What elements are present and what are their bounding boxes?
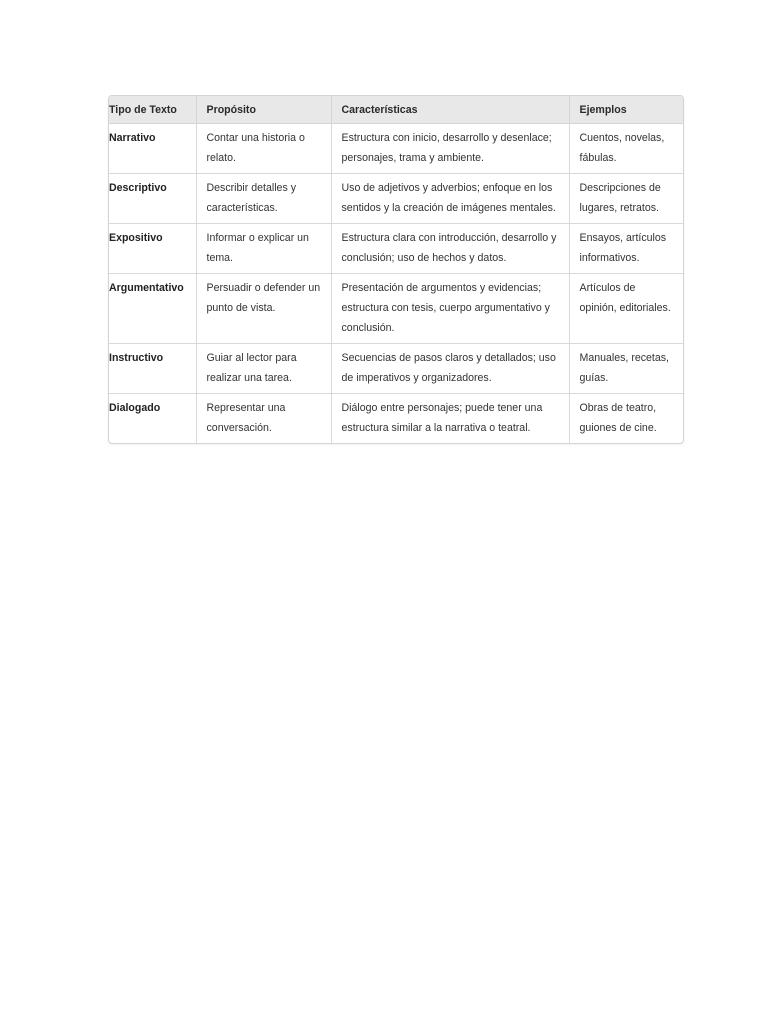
cell-caracteristicas: Estructura con inicio, desarrollo y desenlace; personajes, trama y ambiente. bbox=[331, 123, 569, 173]
cell-ejemplos: Manuales, recetas, guías. bbox=[569, 343, 683, 393]
cell-proposito: Describir detalles y características. bbox=[196, 173, 331, 223]
table-row bbox=[109, 343, 683, 393]
header-tipo: Tipo de Texto bbox=[109, 96, 196, 123]
cell-tipo: Expositivo bbox=[109, 223, 196, 273]
table-row bbox=[109, 273, 683, 343]
header-ejemplos: Ejemplos bbox=[569, 96, 683, 123]
cell-proposito: Informar o explicar un tema. bbox=[196, 223, 331, 273]
cell-caracteristicas: Presentación de argumentos y evidencias; estructura con tesis, cuerpo argumentativo y conclusión. bbox=[331, 273, 569, 343]
table-row bbox=[109, 173, 683, 223]
header-row bbox=[109, 96, 683, 123]
cell-proposito: Persuadir o defender un punto de vista. bbox=[196, 273, 331, 343]
header-proposito: Propósito bbox=[196, 96, 331, 123]
cell-ejemplos: Obras de teatro, guiones de cine. bbox=[569, 393, 683, 443]
table bbox=[109, 96, 683, 443]
cell-tipo: Argumentativo bbox=[109, 273, 196, 343]
cell-proposito: Contar una historia o relato. bbox=[196, 123, 331, 173]
cell-tipo: Dialogado bbox=[109, 393, 196, 443]
cell-tipo: Instructivo bbox=[109, 343, 196, 393]
header-caracteristicas: Características bbox=[331, 96, 569, 123]
cell-ejemplos: Ensayos, artículos informativos. bbox=[569, 223, 683, 273]
cell-ejemplos: Descripciones de lugares, retratos. bbox=[569, 173, 683, 223]
table-row bbox=[109, 123, 683, 173]
cell-ejemplos: Artículos de opinión, editoriales. bbox=[569, 273, 683, 343]
cell-caracteristicas: Diálogo entre personajes; puede tener una estructura similar a la narrativa o teatral. bbox=[331, 393, 569, 443]
cell-tipo: Descriptivo bbox=[109, 173, 196, 223]
table-row bbox=[109, 223, 683, 273]
cell-caracteristicas: Secuencias de pasos claros y detallados; uso de imperativos y organizadores. bbox=[331, 343, 569, 393]
cell-proposito: Representar una conversación. bbox=[196, 393, 331, 443]
table-header bbox=[109, 96, 683, 123]
table-row bbox=[109, 393, 683, 443]
cell-proposito: Guiar al lector para realizar una tarea. bbox=[196, 343, 331, 393]
cell-tipo: Narrativo bbox=[109, 123, 196, 173]
table-body bbox=[109, 123, 683, 443]
cell-ejemplos: Cuentos, novelas, fábulas. bbox=[569, 123, 683, 173]
cell-caracteristicas: Estructura clara con introducción, desarrollo y conclusión; uso de hechos y datos. bbox=[331, 223, 569, 273]
text-types-table bbox=[108, 95, 684, 444]
cell-caracteristicas: Uso de adjetivos y adverbios; enfoque en los sentidos y la creación de imágenes mentales. bbox=[331, 173, 569, 223]
